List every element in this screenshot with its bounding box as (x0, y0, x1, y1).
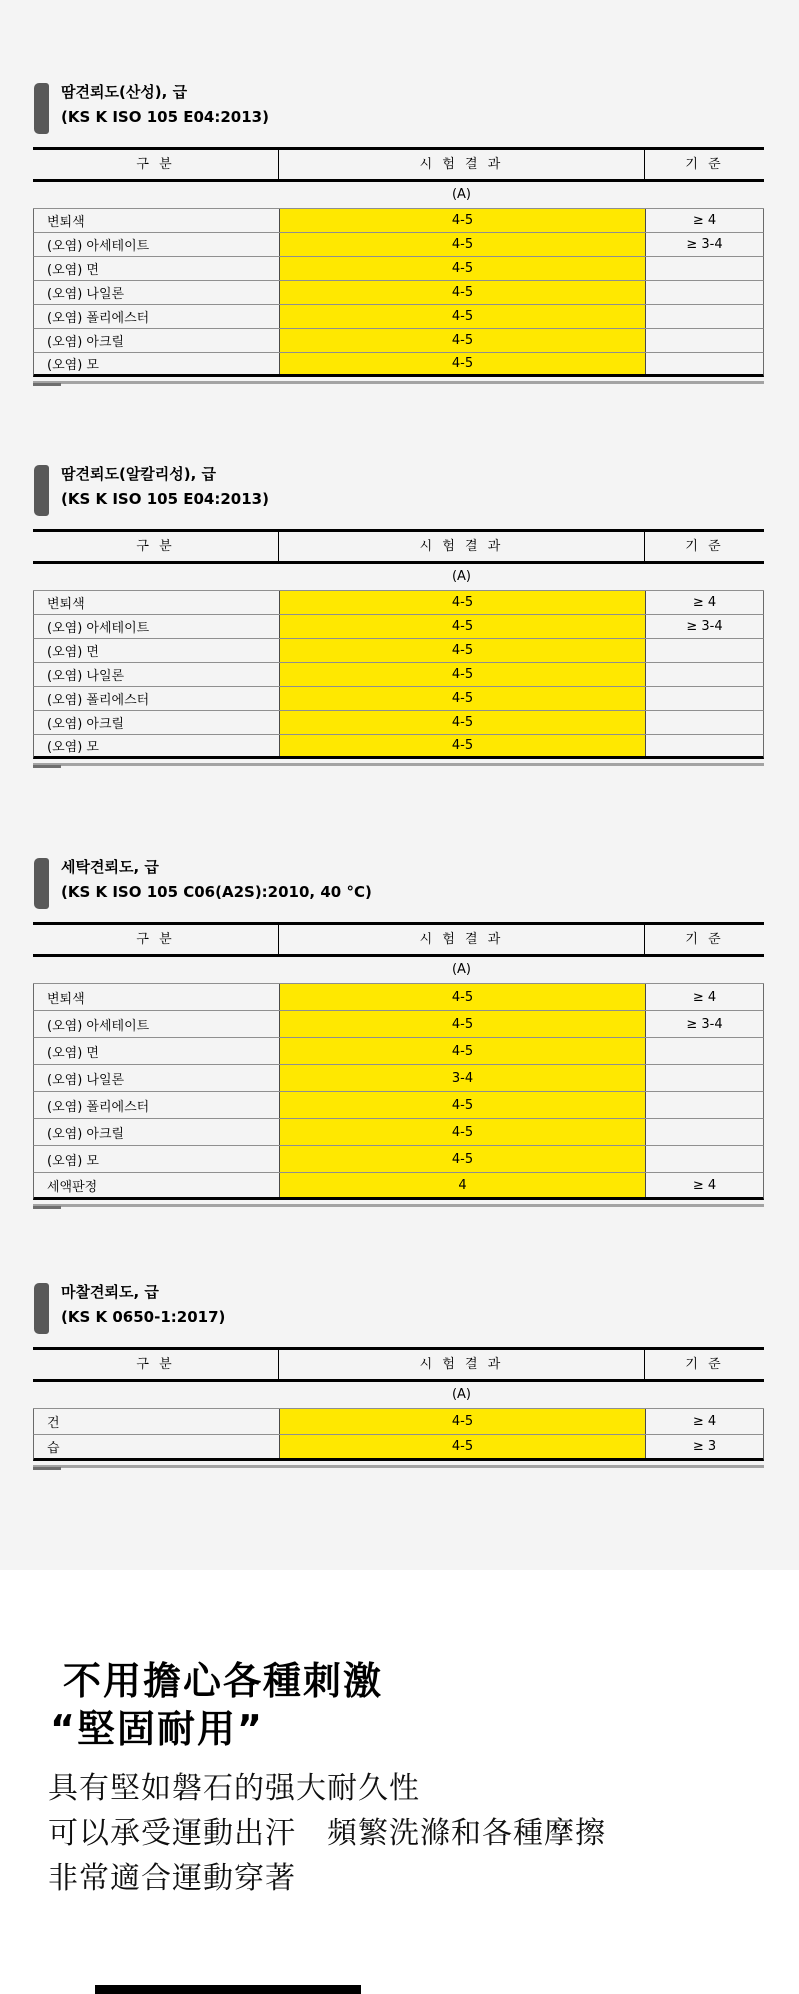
test-table-block (33, 1280, 764, 1468)
standard-cell (646, 687, 763, 710)
table-subheader-row (33, 957, 764, 984)
title-marker-icon (34, 1283, 49, 1334)
table-row (33, 984, 764, 1011)
row-label: (오염) 모 (47, 740, 99, 755)
table-title-group (33, 80, 764, 139)
result-cell: 4-5 (279, 1409, 646, 1434)
row-label: (오염) 아세테이트 (47, 621, 150, 636)
row-label: (오염) 폴리에스터 (47, 311, 150, 326)
title-marker-icon (34, 858, 49, 909)
table-bottom-shadow (33, 763, 764, 766)
subheader-sample-label: (A) (451, 569, 472, 584)
table-row (33, 591, 764, 615)
column-header-result: 시 험 결 과 (278, 925, 645, 954)
table-row (33, 209, 764, 233)
table-row (33, 1011, 764, 1038)
table-subheader-row (33, 1382, 764, 1409)
table-bottom-shadow (33, 1465, 764, 1468)
result-cell: 4-5 (279, 1092, 646, 1118)
result-cell: 4-5 (279, 663, 646, 686)
table-title-group (33, 855, 764, 914)
row-label: (오염) 나일론 (47, 669, 125, 684)
row-label: (오염) 아크릴 (47, 717, 125, 732)
table-row (33, 735, 764, 759)
standard-cell (646, 329, 763, 352)
table-row (33, 711, 764, 735)
row-label: 세액판정 (47, 1179, 98, 1195)
standard-cell (646, 1146, 763, 1172)
row-label: 습 (47, 1441, 60, 1456)
column-header-result: 시 험 결 과 (278, 532, 645, 561)
table-title-group (33, 462, 764, 521)
table-subtitle: (KS K ISO 105 C06(A2S):2010, 40 °C) (61, 883, 372, 901)
column-header-category: 구 분 (136, 1357, 175, 1372)
standard-cell (646, 735, 763, 756)
test-table-block (33, 855, 764, 1207)
column-header-category: 구 분 (136, 539, 175, 554)
table-subtitle: (KS K ISO 105 E04:2013) (61, 490, 269, 508)
table-row (33, 1435, 764, 1461)
table-title: 마찰견뢰도, 급 (61, 1283, 159, 1301)
result-cell: 4 (279, 1173, 646, 1197)
table-row (33, 1409, 764, 1435)
copy-line-2: 可以承受運動出汗 頻繁洗滌和各種摩擦 (48, 1816, 606, 1851)
result-cell: 3-4 (279, 1065, 646, 1091)
standard-cell: ≥ 4 (692, 989, 717, 1005)
table-bottom-shadow (33, 1204, 764, 1207)
row-label: 건 (47, 1416, 60, 1431)
title-marker-icon (34, 465, 49, 516)
row-label: (오염) 아크릴 (47, 1126, 125, 1142)
headline-line-1: 不用擔心各種刺激 (63, 1659, 384, 1703)
table-subtitle: (KS K ISO 105 E04:2013) (61, 108, 269, 126)
table-row (33, 257, 764, 281)
table-row (33, 233, 764, 257)
table-subtitle: (KS K 0650-1:2017) (61, 1308, 226, 1326)
row-label: 변퇴색 (47, 215, 85, 230)
result-cell: 4-5 (279, 233, 646, 256)
standard-cell: ≥ 3-4 (686, 237, 723, 252)
standard-cell: ≥ 3-4 (686, 1016, 723, 1032)
next-section-divider-bar (95, 1985, 361, 1994)
table-row (33, 639, 764, 663)
standard-cell (646, 353, 763, 374)
copy-line-3: 非常適合運動穿著 (48, 1861, 296, 1896)
test-table-block (33, 80, 764, 384)
standard-cell: ≥ 4 (692, 213, 717, 228)
table-row (33, 1173, 764, 1200)
title-marker-icon (34, 83, 49, 134)
standard-cell (646, 663, 763, 686)
table-row (33, 615, 764, 639)
table-subheader-row (33, 564, 764, 591)
standard-cell (646, 1038, 763, 1064)
table-row (33, 1146, 764, 1173)
table-row (33, 1065, 764, 1092)
column-header-result: 시 험 결 과 (278, 1350, 645, 1379)
table-header-row (33, 925, 764, 957)
copy-line-1: 具有堅如磐石的强大耐久性 (48, 1771, 420, 1806)
table-row (33, 305, 764, 329)
subheader-sample-label: (A) (451, 187, 472, 202)
standard-cell (646, 281, 763, 304)
row-label: (오염) 아크릴 (47, 335, 125, 350)
row-label: (오염) 나일론 (47, 1072, 125, 1088)
result-cell: 4-5 (279, 305, 646, 328)
table-row (33, 663, 764, 687)
row-label: (오염) 아세테이트 (47, 239, 150, 254)
result-cell: 4-5 (279, 711, 646, 734)
result-cell: 4-5 (279, 209, 646, 232)
headline-line-2: “堅固耐用” (50, 1707, 264, 1751)
standard-cell: ≥ 3-4 (686, 619, 723, 634)
standard-cell: ≥ 4 (692, 595, 717, 610)
marketing-copy (48, 1766, 606, 1901)
table-subheader-row (33, 182, 764, 209)
subheader-sample-label: (A) (451, 962, 472, 977)
row-label: (오염) 나일론 (47, 287, 125, 302)
table-title-group (33, 1280, 764, 1339)
table-title: 땀견뢰도(알칼리성), 급 (61, 465, 217, 483)
column-header-result: 시 험 결 과 (278, 150, 645, 179)
table-title: 세탁견뢰도, 급 (61, 858, 159, 876)
row-label: 변퇴색 (47, 991, 85, 1007)
row-label: (오염) 모 (47, 358, 99, 373)
table-row (33, 1119, 764, 1146)
table-bottom-shadow (33, 381, 764, 384)
standard-cell: ≥ 3 (692, 1439, 717, 1454)
table-row (33, 1092, 764, 1119)
data-table (33, 529, 764, 759)
result-cell: 4-5 (279, 353, 646, 374)
row-label: (오염) 모 (47, 1153, 99, 1169)
result-cell: 4-5 (279, 639, 646, 662)
result-cell: 4-5 (279, 1038, 646, 1064)
table-row (33, 329, 764, 353)
standard-cell (646, 305, 763, 328)
row-label: 변퇴색 (47, 597, 85, 612)
row-label: (오염) 폴리에스터 (47, 693, 150, 708)
result-cell: 4-5 (279, 984, 646, 1010)
subheader-sample-label: (A) (451, 1387, 472, 1402)
result-cell: 4-5 (279, 1435, 646, 1458)
column-header-category: 구 분 (136, 157, 175, 172)
table-header-row (33, 1350, 764, 1382)
result-cell: 4-5 (279, 329, 646, 352)
column-header-standard: 기 준 (685, 932, 724, 947)
standard-cell (646, 257, 763, 280)
column-header-standard: 기 준 (685, 157, 724, 172)
standard-cell (646, 711, 763, 734)
standard-cell (646, 639, 763, 662)
result-cell: 4-5 (279, 1119, 646, 1145)
standard-cell: ≥ 4 (692, 1414, 717, 1429)
row-label: (오염) 아세테이트 (47, 1018, 150, 1034)
row-label: (오염) 면 (47, 263, 99, 278)
table-title: 땀견뢰도(산성), 급 (61, 83, 188, 101)
table-header-row (33, 150, 764, 182)
result-cell: 4-5 (279, 735, 646, 756)
result-cell: 4-5 (279, 615, 646, 638)
result-cell: 4-5 (279, 687, 646, 710)
column-header-category: 구 분 (136, 932, 175, 947)
row-label: (오염) 면 (47, 645, 99, 660)
data-table (33, 147, 764, 377)
table-header-row (33, 532, 764, 564)
standard-cell (646, 1092, 763, 1118)
standard-cell (646, 1119, 763, 1145)
result-cell: 4-5 (279, 1146, 646, 1172)
data-table (33, 1347, 764, 1461)
table-row (33, 353, 764, 377)
standard-cell: ≥ 4 (692, 1177, 717, 1193)
result-cell: 4-5 (279, 257, 646, 280)
table-row (33, 687, 764, 711)
result-cell: 4-5 (279, 281, 646, 304)
column-header-standard: 기 준 (685, 539, 724, 554)
row-label: (오염) 면 (47, 1045, 99, 1061)
test-table-block (33, 462, 764, 766)
result-cell: 4-5 (279, 1011, 646, 1037)
column-header-standard: 기 준 (685, 1357, 724, 1372)
result-cell: 4-5 (279, 591, 646, 614)
row-label: (오염) 폴리에스터 (47, 1099, 150, 1115)
data-table (33, 922, 764, 1200)
table-row (33, 281, 764, 305)
standard-cell (646, 1065, 763, 1091)
table-row (33, 1038, 764, 1065)
